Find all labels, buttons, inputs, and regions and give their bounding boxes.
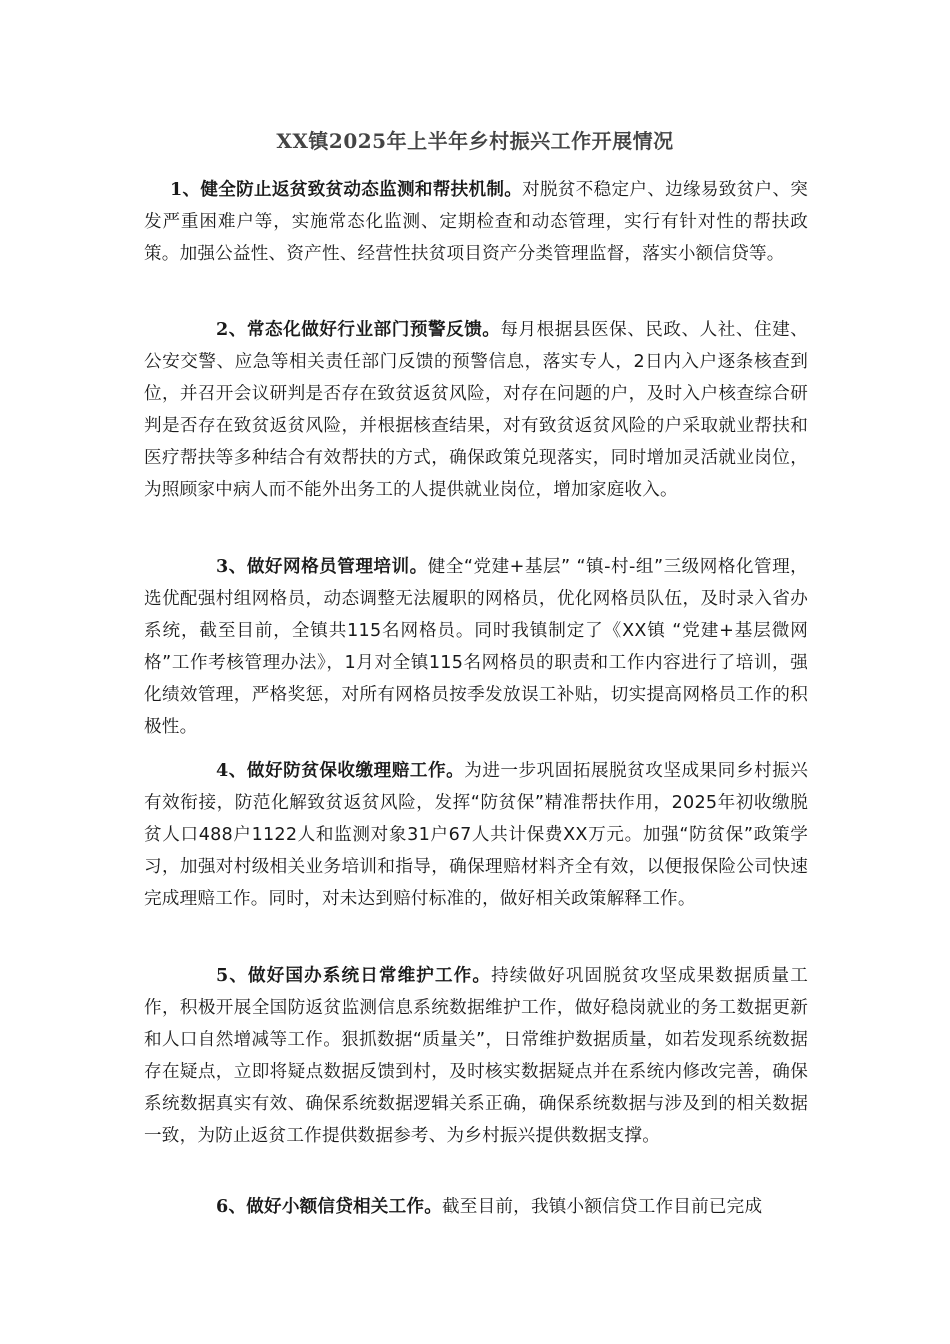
section-number: 5、: [216, 965, 249, 986]
section-number: 3、: [216, 556, 247, 577]
section-body: 健全“党建+基层” “镇-村-组”三级网格化管理，选优配强村组网格员，动态调整无法履职的网格员，优化网格员队伍，及时录入省办系统，截至目前，全镇共115名网格员。同时我镇制定了《XX镇 “党建+基层微网格”工作考核管理办法》，1月对全镇115名网格员的职责和工作内容进行了培训，强化绩效管理，严格奖惩，对所有网格员按季发放误工补贴，切实提高网格员工作的积极性。: [144, 557, 808, 737]
section-heading: 做好国办系统日常维护工作。: [248, 966, 492, 986]
section-paragraph-1: [144, 174, 808, 270]
section-paragraph-6: [144, 1191, 808, 1223]
section-number: 4、: [216, 760, 247, 781]
section-body: 截至目前，我镇小额信贷工作目前已完成: [441, 1197, 763, 1217]
section-heading: 做好防贫保收缴理赔工作。: [246, 761, 465, 781]
section-body: 每月根据县医保、民政、人社、住建、公安交警、应急等相关责任部门反馈的预警信息，落实专人，2日内入户逐条核查到位，并召开会议研判是否存在致贫返贫风险，对存在问题的户，及时入户核查综合研判是否存在致贫返贫风险，并根据核查结果，对有致贫返贫风险的户采取就业帮扶和医疗帮扶等多种结合有效帮扶的方式，确保政策兑现落实，同时增加灵活就业岗位，为照顾家中病人而不能外出务工的人提供就业岗位，增加家庭收入。: [144, 320, 808, 500]
section-paragraph-4: [144, 755, 808, 915]
section-body: 持续做好巩固脱贫攻坚成果数据质量工作，积极开展全国防返贫监测信息系统数据维护工作，做好稳岗就业的务工数据更新和人口自然增减等工作。狠抓数据“质量关”，日常维护数据质量，如若发现系统数据存在疑点，立即将疑点数据反馈到村，及时核实数据疑点并在系统内修改完善，确保系统数据真实有效、确保系统数据逻辑关系正确，确保系统数据与涉及到的相关数据一致，为防止返贫工作提供数据参考、为乡村振兴提供数据支撑。: [144, 966, 808, 1146]
document-title: XX镇2025年上半年乡村振兴工作开展情况: [276, 129, 674, 153]
section-body: 对脱贫不稳定户、边缘易致贫户、突发严重困难户等，实施常态化监测、定期检查和动态管理，实行有针对性的帮扶政策。加强公益性、资产性、经营性扶贫项目资产分类管理监督，落实小额信贷等。: [144, 180, 809, 264]
section-heading: 常态化做好行业部门预警反馈。: [246, 320, 501, 340]
section-heading: 健全防止返贫致贫动态监测和帮扶机制。: [200, 180, 523, 200]
section-number: 1、: [170, 179, 201, 200]
section-paragraph-5: [144, 960, 808, 1152]
section-number: 6、: [216, 1196, 247, 1217]
section-heading: 做好网格员管理培训。: [246, 557, 428, 577]
section-heading: 做好小额信贷相关工作。: [246, 1197, 442, 1217]
section-paragraph-2: [144, 314, 808, 506]
section-body: 为进一步巩固拓展脱贫攻坚成果同乡村振兴有效衔接，防范化解致贫返贫风险，发挥“防贫保”精准帮扶作用，2025年初收缴脱贫人口488户1122人和监测对象31户67人共计保费XX万元。加强“防贫保”政策学习，加强对村级相关业务培训和指导，确保理赔材料齐全有效，以便报保险公司快速完成理赔工作。同时，对未达到赔付标准的，做好相关政策解释工作。: [144, 761, 808, 909]
section-paragraph-3: [144, 551, 808, 743]
section-number: 2、: [216, 319, 247, 340]
